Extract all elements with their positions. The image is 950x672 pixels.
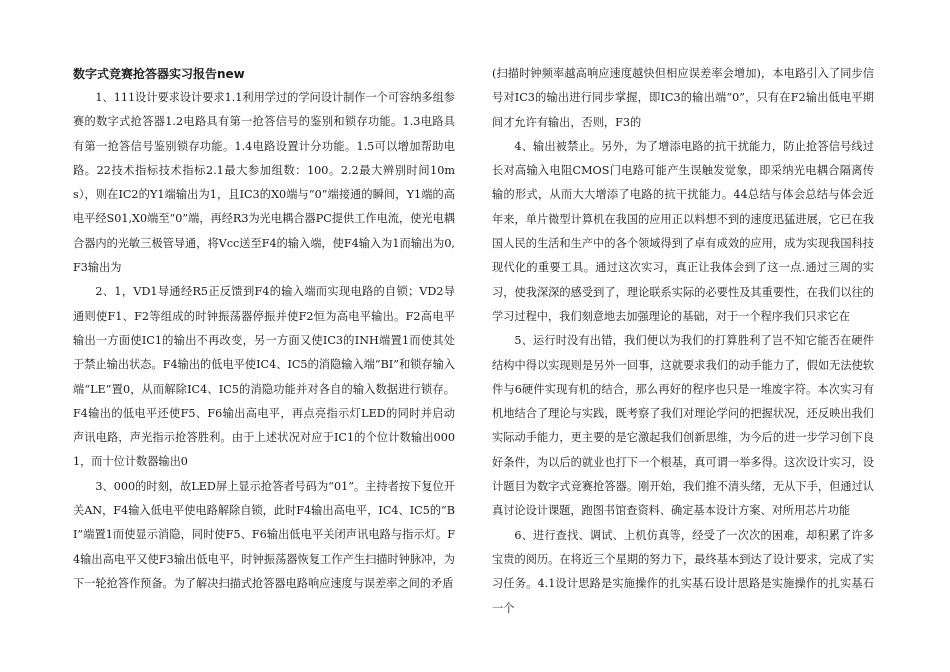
right-column — [492, 62, 874, 621]
paragraph: 3、000的时刻，故LED屏上显示抢答者号码为“01”。主持者按下复位开关AN，F4输入低电平使电路解除自锁，此时F4输出高电平，IC4、IC5的“BI”端置1而使显示消隐，同时使F5、F6输出低电平关闭声讯电路与指示灯。F4输出高电平又使F3输出低电平，时钟振荡器恢复工作产生扫描时钟脉冲，为下一轮抢答作预备。为了解决扫描式抢答器电路响应速度与误差率之间的矛盾 — [73, 479, 455, 590]
paragraph: (扫描时钟频率越高响应速度越快但相应误差率会增加)，本电路引入了同步信号对IC3的输出进行同步掌握，即IC3的输出端“0”，只有在F2输出低电平期间才允许有输出，否则，F3的 — [492, 67, 874, 129]
paragraph: 4、输出被禁止。另外，为了增添电路的抗干扰能力，防止抢答信号线过长对高输入电阻CMOS门电路可能产生误触发觉象，即采纳光电耦合隔离传输的形式，从而大大增添了电路的抗干扰能力。44总结与体会总结与体会近年来，单片微型计算机在我国的应用正以料想不到的速度迅猛进展，它已在我国人民的生活和生产中的各个领域得到了卓有成效的应用，成为实现我国科技现代化的重要工具。通过这次实习，真正让我体会到了这一点.通过三周的实习，使我深深的感受到了，理论联系实际的必要性及其重要性，在我们以往的学习过程中，我们刻意地去加强理论的基础，对于一个程序我们只求它在 — [492, 139, 874, 323]
paragraph: 2、1，VD1导通经R5正反馈到F4的输入端而实现电路的自锁；VD2导通则使F1、F2等组成的时钟振荡器停振并使F2恒为高电平输出。F2高电平输出一方面使IC1的输出不再改变，另一方面又使IC3的INH端置1而使其处于禁止输出状态。F4输出的低电平使IC4、IC5的消隐输入端“BI”和锁存输入端“LE”置0，从而解除IC4、IC5的消隐功能并对各自的输入数据进行锁存。F4输出的低电平还使F5、F6输出高电平，再点亮指示灯LED的同时并启动声讯电路，声光指示抢答胜利。由于上述状况对应于IC1的个位计数输出0001，而十位计数器输出0 — [73, 285, 455, 469]
document-title: 数字式竞赛抢答器实习报告new — [73, 67, 245, 81]
paragraph: 5、运行时没有出错，我们便以为我们的打算胜利了岂不知它能否在硬件结构中得以实现则是另外一回事，这就要求我们的动手能力了，假如无法使软件与6硬件实现有机的结合，那么再好的程序也只是一堆废字符。本次实习有机地结合了理论与实践，既考察了我们对理论学问的把握状况，还反映出我们实际动手能力，更主要的是它激起我们创新思维，为今后的进一步学习创下良好条件，为以后的就业也打下一个根基，真可谓一举多得。这次设计实习，设计题目为数字式竞赛抢答器。刚开始，我们推不清头绪，无从下手，但通过认真讨论设计课题，跑图书馆查资料、确定基本设计方案、对所用芯片功能 — [492, 334, 874, 518]
paragraph: 1、111设计要求设计要求1.1利用学过的学问设计制作一个可容纳多组参赛的数字式抢答器1.2电路具有第一抢答信号的鉴别和锁存功能。1.3电路具有第一抢答信号鉴别锁存功能。1.4电路设置计分功能。1.5可以增加帮助电路。22技术指标技术指标2.1最大参加组数：100。2.2最大辨别时间10ms），则在IC2的Y1端输出为1，且IC3的X0端与“0”端接通的瞬间，Y1端的高电平经S01,X0端至“0”端，再经R3为光电耦合器PC提供工作电流，使光电耦合器内的光敏三极管导通，将Vcc送至F4的输入端，使F4输入为1而输出为0,F3输出为 — [73, 91, 455, 275]
paragraph: 6、进行查找、调试、上机仿真等，经受了一次次的困难，却积累了许多宝贵的阅历。在将近三个星期的努力下，最终基本到达了设计要求，完成了实习任务。4.1设计思路是实施操作的扎实基石设计思路是实施操作的扎实基石一个 — [492, 528, 874, 615]
left-column — [73, 62, 455, 596]
